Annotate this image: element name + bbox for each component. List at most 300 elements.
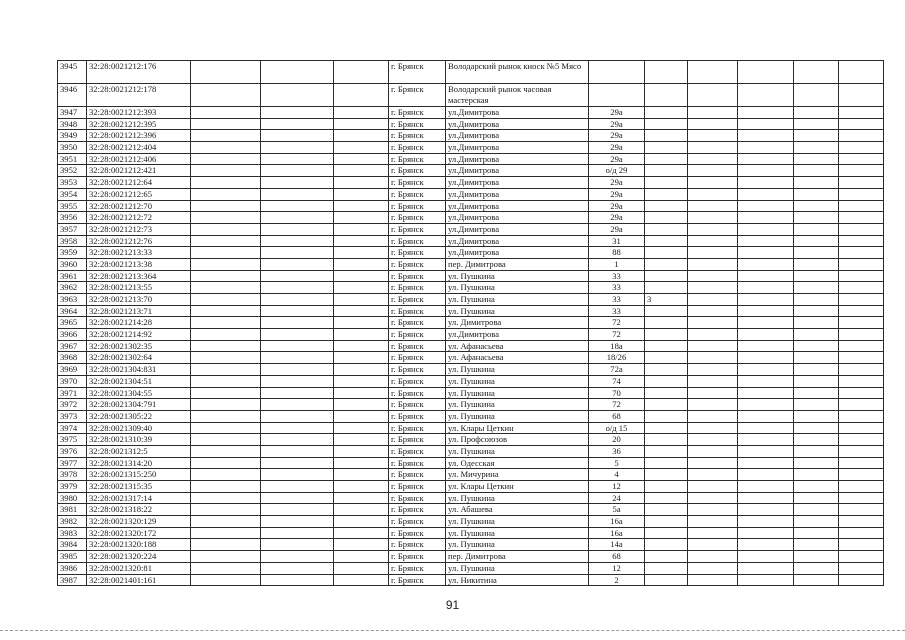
cell-empty [688, 130, 738, 142]
cell-cadastral-number: 32:28:0021212:76 [87, 235, 191, 247]
cell-empty [688, 364, 738, 376]
cell-extra [645, 247, 688, 259]
cell-cadastral-number: 32:28:0021304:791 [87, 399, 191, 411]
cell-empty [191, 294, 261, 306]
cell-street: ул.Димитрова [446, 188, 589, 200]
table-row [58, 153, 884, 165]
cell-empty [839, 84, 884, 107]
cell-empty [191, 481, 261, 493]
cell-empty [191, 118, 261, 130]
cell-empty [794, 340, 839, 352]
cell-empty [738, 118, 794, 130]
cell-street: ул. Пушкина [446, 445, 589, 457]
cell-street: ул. Пушкина [446, 562, 589, 574]
cell-city: г. Брянск [389, 481, 446, 493]
cell-empty [261, 177, 334, 189]
cell-street: ул.Димитрова [446, 200, 589, 212]
registry-table [57, 60, 884, 586]
cell-empty [738, 504, 794, 516]
cell-extra [645, 399, 688, 411]
table-row [58, 539, 884, 551]
cell-empty [261, 317, 334, 329]
cell-city: г. Брянск [389, 130, 446, 142]
cell-empty [688, 434, 738, 446]
cell-empty [191, 504, 261, 516]
cell-extra [645, 352, 688, 364]
cell-cadastral-number: 32:28:0021214:28 [87, 317, 191, 329]
cell-extra [645, 235, 688, 247]
cell-cadastral-number: 32:28:0021315:35 [87, 481, 191, 493]
cell-empty [334, 294, 389, 306]
cell-extra [645, 527, 688, 539]
cell-empty [261, 445, 334, 457]
cell-empty [334, 200, 389, 212]
cell-street: ул. Пушкина [446, 387, 589, 399]
cell-cadastral-number: 32:28:0021212:72 [87, 212, 191, 224]
cell-cadastral-number: 32:28:0021314:20 [87, 457, 191, 469]
cell-empty [261, 352, 334, 364]
cell-empty [334, 317, 389, 329]
cell-empty [839, 235, 884, 247]
cell-street: ул.Димитрова [446, 177, 589, 189]
cell-house: 29а [589, 200, 645, 212]
cell-empty [839, 177, 884, 189]
cell-street: пер. Димитрова [446, 258, 589, 270]
cell-cadastral-number: 32:28:0021320:129 [87, 516, 191, 528]
cell-empty [191, 212, 261, 224]
cell-empty [688, 539, 738, 551]
cell-empty [688, 516, 738, 528]
cell-empty [738, 422, 794, 434]
cell-house [589, 84, 645, 107]
cell-empty [334, 539, 389, 551]
cell-extra [645, 469, 688, 481]
cell-empty [794, 247, 839, 259]
cell-empty [794, 270, 839, 282]
cell-empty [261, 539, 334, 551]
cell-empty [839, 387, 884, 399]
cell-city: г. Брянск [389, 305, 446, 317]
cell-cadastral-number: 32:28:0021304:831 [87, 364, 191, 376]
cell-empty [261, 504, 334, 516]
cell-empty [191, 235, 261, 247]
cell-extra [645, 574, 688, 586]
cell-empty [794, 84, 839, 107]
cell-empty [191, 399, 261, 411]
cell-city: г. Брянск [389, 399, 446, 411]
cell-extra [645, 539, 688, 551]
cell-cadastral-number: 32:28:0021213:71 [87, 305, 191, 317]
cell-record-number: 3962 [58, 282, 87, 294]
cell-empty [191, 422, 261, 434]
cell-street: ул. Абашева [446, 504, 589, 516]
cell-empty [738, 469, 794, 481]
cell-empty [688, 177, 738, 189]
cell-extra [645, 200, 688, 212]
cell-cadastral-number: 32:28:0021212:64 [87, 177, 191, 189]
cell-empty [738, 410, 794, 422]
cell-extra [645, 84, 688, 107]
cell-empty [334, 107, 389, 119]
cell-empty [261, 364, 334, 376]
cell-house: 29а [589, 212, 645, 224]
cell-street: ул.Димитрова [446, 130, 589, 142]
cell-empty [839, 469, 884, 481]
cell-cadastral-number: 32:28:0021213:38 [87, 258, 191, 270]
cell-street: ул.Димитрова [446, 223, 589, 235]
table-row [58, 212, 884, 224]
cell-empty [688, 212, 738, 224]
table-row [58, 504, 884, 516]
cell-house: 72 [589, 317, 645, 329]
cell-record-number: 3983 [58, 527, 87, 539]
cell-record-number: 3964 [58, 305, 87, 317]
cell-empty [261, 527, 334, 539]
cell-empty [688, 200, 738, 212]
cell-city: г. Брянск [389, 142, 446, 154]
cell-empty [191, 364, 261, 376]
cell-street: ул.Димитрова [446, 107, 589, 119]
cell-record-number: 3957 [58, 223, 87, 235]
cell-cadastral-number: 32:28:0021213:70 [87, 294, 191, 306]
table-row [58, 235, 884, 247]
cell-empty [191, 539, 261, 551]
cell-extra [645, 107, 688, 119]
cell-street: ул. Никитина [446, 574, 589, 586]
cell-empty [738, 235, 794, 247]
cell-street: Володарский рынок часовая мастерская [446, 84, 589, 107]
cell-empty [839, 340, 884, 352]
cell-record-number: 3963 [58, 294, 87, 306]
cell-empty [334, 270, 389, 282]
cell-cadastral-number: 32:28:0021401:161 [87, 574, 191, 586]
cell-extra [645, 212, 688, 224]
cell-empty [738, 200, 794, 212]
cell-house: 88 [589, 247, 645, 259]
cell-empty [261, 305, 334, 317]
cell-empty [688, 235, 738, 247]
cell-cadastral-number: 32:28:0021212:393 [87, 107, 191, 119]
cell-record-number: 3954 [58, 188, 87, 200]
cell-empty [191, 527, 261, 539]
cell-empty [738, 294, 794, 306]
cell-empty [738, 574, 794, 586]
cell-house: 18а [589, 340, 645, 352]
cell-city: г. Брянск [389, 177, 446, 189]
cell-extra [645, 516, 688, 528]
cell-empty [839, 481, 884, 493]
cell-cadastral-number: 32:28:0021214:92 [87, 329, 191, 341]
cell-empty [334, 574, 389, 586]
table-row [58, 527, 884, 539]
cell-empty [738, 562, 794, 574]
cell-street: ул. Пушкина [446, 539, 589, 551]
cell-house: 68 [589, 410, 645, 422]
cell-house: 2 [589, 574, 645, 586]
cell-empty [839, 188, 884, 200]
cell-house: 4 [589, 469, 645, 481]
table-row [58, 305, 884, 317]
cell-empty [191, 200, 261, 212]
cell-empty [794, 165, 839, 177]
cell-extra [645, 118, 688, 130]
cell-empty [191, 130, 261, 142]
cell-empty [261, 130, 334, 142]
cell-empty [794, 445, 839, 457]
cell-record-number: 3956 [58, 212, 87, 224]
cell-empty [794, 153, 839, 165]
table-row [58, 574, 884, 586]
cell-empty [738, 84, 794, 107]
cell-house: 72 [589, 329, 645, 341]
cell-extra [645, 375, 688, 387]
cell-extra [645, 305, 688, 317]
cell-record-number: 3949 [58, 130, 87, 142]
cell-empty [261, 375, 334, 387]
cell-record-number: 3950 [58, 142, 87, 154]
cell-house: 31 [589, 235, 645, 247]
table-row [58, 551, 884, 563]
cell-empty [261, 574, 334, 586]
cell-empty [794, 107, 839, 119]
cell-empty [261, 469, 334, 481]
cell-empty [261, 118, 334, 130]
cell-empty [839, 247, 884, 259]
cell-empty [261, 61, 334, 84]
cell-house: 36 [589, 445, 645, 457]
cell-empty [261, 270, 334, 282]
cell-record-number: 3945 [58, 61, 87, 84]
cell-empty [794, 422, 839, 434]
cell-empty [334, 130, 389, 142]
cell-extra [645, 165, 688, 177]
cell-extra [645, 492, 688, 504]
cell-empty [688, 61, 738, 84]
table-row [58, 457, 884, 469]
table-row [58, 516, 884, 528]
cell-empty [688, 410, 738, 422]
cell-street: ул. Мичурина [446, 469, 589, 481]
cell-empty [191, 340, 261, 352]
cell-empty [839, 352, 884, 364]
cell-street: ул.Димитрова [446, 118, 589, 130]
cell-extra [645, 387, 688, 399]
cell-cadastral-number: 32:28:0021302:64 [87, 352, 191, 364]
cell-empty [688, 107, 738, 119]
cell-record-number: 3955 [58, 200, 87, 212]
cell-empty [261, 84, 334, 107]
cell-city: г. Брянск [389, 258, 446, 270]
cell-empty [738, 375, 794, 387]
cell-cadastral-number: 32:28:0021212:70 [87, 200, 191, 212]
cell-empty [191, 258, 261, 270]
table-row [58, 142, 884, 154]
cell-empty [334, 84, 389, 107]
cell-empty [839, 492, 884, 504]
cell-empty [738, 130, 794, 142]
cell-extra [645, 445, 688, 457]
cell-empty [261, 329, 334, 341]
cell-empty [839, 516, 884, 528]
cell-empty [794, 457, 839, 469]
table-row [58, 223, 884, 235]
cell-empty [839, 422, 884, 434]
cell-empty [334, 399, 389, 411]
cell-empty [738, 492, 794, 504]
cell-empty [839, 329, 884, 341]
cell-empty [261, 422, 334, 434]
cell-street: ул. Афанасьева [446, 352, 589, 364]
cell-empty [794, 118, 839, 130]
cell-house: 12 [589, 562, 645, 574]
cell-city: г. Брянск [389, 84, 446, 107]
cell-empty [688, 282, 738, 294]
cell-house: 29а [589, 223, 645, 235]
cell-empty [839, 457, 884, 469]
cell-city: г. Брянск [389, 387, 446, 399]
cell-empty [334, 422, 389, 434]
cell-empty [261, 399, 334, 411]
cell-house: 29а [589, 153, 645, 165]
cell-record-number: 3948 [58, 118, 87, 130]
cell-city: г. Брянск [389, 551, 446, 563]
table-row [58, 84, 884, 107]
cell-empty [261, 481, 334, 493]
cell-empty [738, 258, 794, 270]
cell-empty [334, 504, 389, 516]
cell-empty [839, 410, 884, 422]
cell-empty [334, 282, 389, 294]
cell-house: 29а [589, 177, 645, 189]
cell-street: ул. Клары Цеткин [446, 422, 589, 434]
cell-extra [645, 364, 688, 376]
cell-empty [334, 562, 389, 574]
cell-empty [738, 305, 794, 317]
cell-empty [334, 352, 389, 364]
cell-extra [645, 258, 688, 270]
cell-empty [794, 235, 839, 247]
cell-empty [334, 457, 389, 469]
cell-empty [334, 445, 389, 457]
cell-street: ул. Афанасьева [446, 340, 589, 352]
cell-empty [794, 410, 839, 422]
cell-extra [645, 551, 688, 563]
cell-empty [839, 212, 884, 224]
cell-empty [334, 551, 389, 563]
cell-empty [191, 551, 261, 563]
cell-empty [839, 445, 884, 457]
cell-extra [645, 130, 688, 142]
cell-house: 18/26 [589, 352, 645, 364]
cell-empty [794, 562, 839, 574]
cell-empty [191, 142, 261, 154]
table-row [58, 177, 884, 189]
cell-city: г. Брянск [389, 364, 446, 376]
cell-record-number: 3967 [58, 340, 87, 352]
cell-empty [794, 504, 839, 516]
table-row [58, 282, 884, 294]
cell-house: 33 [589, 270, 645, 282]
cell-empty [794, 188, 839, 200]
cell-empty [688, 305, 738, 317]
cell-house: о/д 15 [589, 422, 645, 434]
cell-empty [794, 142, 839, 154]
cell-empty [738, 282, 794, 294]
cell-empty [738, 387, 794, 399]
cell-empty [839, 130, 884, 142]
cell-empty [334, 61, 389, 84]
cell-extra [645, 317, 688, 329]
table-row [58, 270, 884, 282]
cell-record-number: 3958 [58, 235, 87, 247]
cell-empty [261, 165, 334, 177]
cell-house: 29а [589, 118, 645, 130]
cell-empty [261, 457, 334, 469]
cell-extra [645, 282, 688, 294]
table-row [58, 118, 884, 130]
cell-empty [334, 212, 389, 224]
cell-empty [794, 551, 839, 563]
cell-street: ул. Профсоюзов [446, 434, 589, 446]
cell-street: ул. Пушкина [446, 305, 589, 317]
cell-record-number: 3961 [58, 270, 87, 282]
cell-record-number: 3976 [58, 445, 87, 457]
table-row [58, 258, 884, 270]
cell-extra [645, 434, 688, 446]
cell-city: г. Брянск [389, 270, 446, 282]
cell-empty [794, 375, 839, 387]
cell-extra [645, 270, 688, 282]
cell-empty [191, 270, 261, 282]
cell-empty [261, 410, 334, 422]
cell-record-number: 3965 [58, 317, 87, 329]
cell-empty [839, 223, 884, 235]
cell-extra [645, 422, 688, 434]
cell-house: 20 [589, 434, 645, 446]
cell-extra [645, 223, 688, 235]
cell-empty [191, 410, 261, 422]
cell-cadastral-number: 32:28:0021320:188 [87, 539, 191, 551]
cell-city: г. Брянск [389, 165, 446, 177]
cell-record-number: 3959 [58, 247, 87, 259]
table-row [58, 469, 884, 481]
cell-empty [334, 153, 389, 165]
cell-empty [738, 434, 794, 446]
cell-empty [839, 364, 884, 376]
cell-city: г. Брянск [389, 574, 446, 586]
cell-empty [261, 235, 334, 247]
cell-street: ул. Пушкина [446, 492, 589, 504]
cell-house: 72а [589, 364, 645, 376]
cell-empty [688, 142, 738, 154]
cell-empty [191, 469, 261, 481]
cell-empty [261, 212, 334, 224]
cell-record-number: 3969 [58, 364, 87, 376]
cell-empty [261, 200, 334, 212]
cell-house: 29а [589, 130, 645, 142]
cell-street: пер. Димитрова [446, 551, 589, 563]
cell-empty [191, 562, 261, 574]
cell-city: г. Брянск [389, 200, 446, 212]
table-row [58, 61, 884, 84]
cell-cadastral-number: 32:28:0021312:5 [87, 445, 191, 457]
cell-empty [794, 352, 839, 364]
cell-street: ул. Димитрова [446, 317, 589, 329]
cell-empty [191, 165, 261, 177]
cell-empty [334, 481, 389, 493]
cell-empty [794, 305, 839, 317]
cell-empty [738, 527, 794, 539]
